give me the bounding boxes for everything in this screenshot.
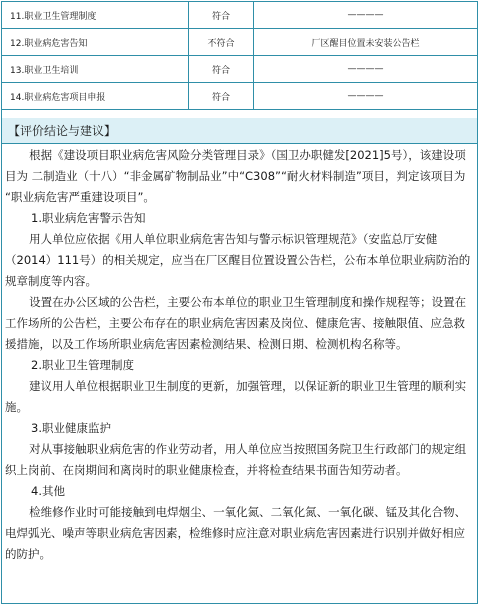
item-cell: 12.职业病危害告知 [2, 29, 189, 56]
note-cell: ———— [254, 56, 478, 83]
subheading-other: 4.其他 [31, 484, 65, 498]
note-cell: 厂区醒目位置未安装公告栏 [254, 29, 478, 56]
evaluation-table [2, 2, 477, 110]
paragraph-notice-rules: 用人单位应依据《用人单位职业病危害告知与警示标识管理规范》（安监总厅安健（2014）111号）的相关规定，应当在厂区醒目位置设置公告栏，公布本单位职业病防治的规章制度等内容。 [5, 232, 471, 288]
paragraph-bulletin-board: 设置在办公区域的公告栏，主要公布本单位的职业卫生管理制度和操作规程等；设置在工作场所的公告栏，主要公布存在的职业病危害因素及岗位、健康危害、接触限值、应急救援措施，以及工作场所职业病危害因素检测结果、检测日期、检测机构名称等。 [5, 295, 467, 351]
item-cell: 13.职业卫生培训 [2, 56, 189, 83]
result-cell: 符合 [189, 83, 254, 110]
subheading-health-monitoring: 3.职业健康监护 [31, 421, 111, 435]
section-title: 【评价结论与建议】 [2, 118, 477, 144]
note-cell: ———— [254, 83, 478, 110]
table-row [2, 2, 477, 29]
assessment-panel [1, 1, 478, 604]
paragraph-health-checks: 对从事接触职业病危害的作业劳动者，用人单位应当按照国务院卫生行政部门的规定组织上岗前、在岗期间和离岗时的职业健康检查，并将检查结果书面告知劳动者。 [5, 442, 467, 477]
paragraph-maintenance: 检维修作业时可能接触到电焊烟尘、一氧化氮、二氧化氮、一氧化碳、锰及其化合物、电焊弧光、噪声等职业病危害因素，检维修时应注意对职业病危害因素进行识别并做好相应的防护。 [5, 505, 467, 561]
paragraph-management: 建议用人单位根据职业卫生制度的更新，加强管理，以保证新的职业卫生管理的顺利实施。 [5, 379, 467, 414]
conclusion-body [2, 145, 477, 565]
table-row [2, 56, 477, 83]
intro-paragraph: 根据《建设项目职业病危害风险分类管理目录》（国卫办职健发[2021]5号），该建设项目为 二制造业（十八）“非金属矿物制品业”中“C308”“耐火材料制造”项目，判定该项目为 “职业病危害严重建设项目”。 [5, 148, 466, 204]
result-cell: 符合 [189, 2, 254, 29]
item-cell: 11.职业卫生管理制度 [2, 2, 189, 29]
table-row [2, 29, 477, 56]
subheading-warning-notice: 1.职业病危害警示告知 [31, 211, 146, 225]
note-cell: ———— [254, 2, 478, 29]
subheading-management-system: 2.职业卫生管理制度 [31, 358, 134, 372]
table-row [2, 83, 477, 110]
result-cell: 不符合 [189, 29, 254, 56]
result-cell: 符合 [189, 56, 254, 83]
item-cell: 14.职业病危害项目申报 [2, 83, 189, 110]
